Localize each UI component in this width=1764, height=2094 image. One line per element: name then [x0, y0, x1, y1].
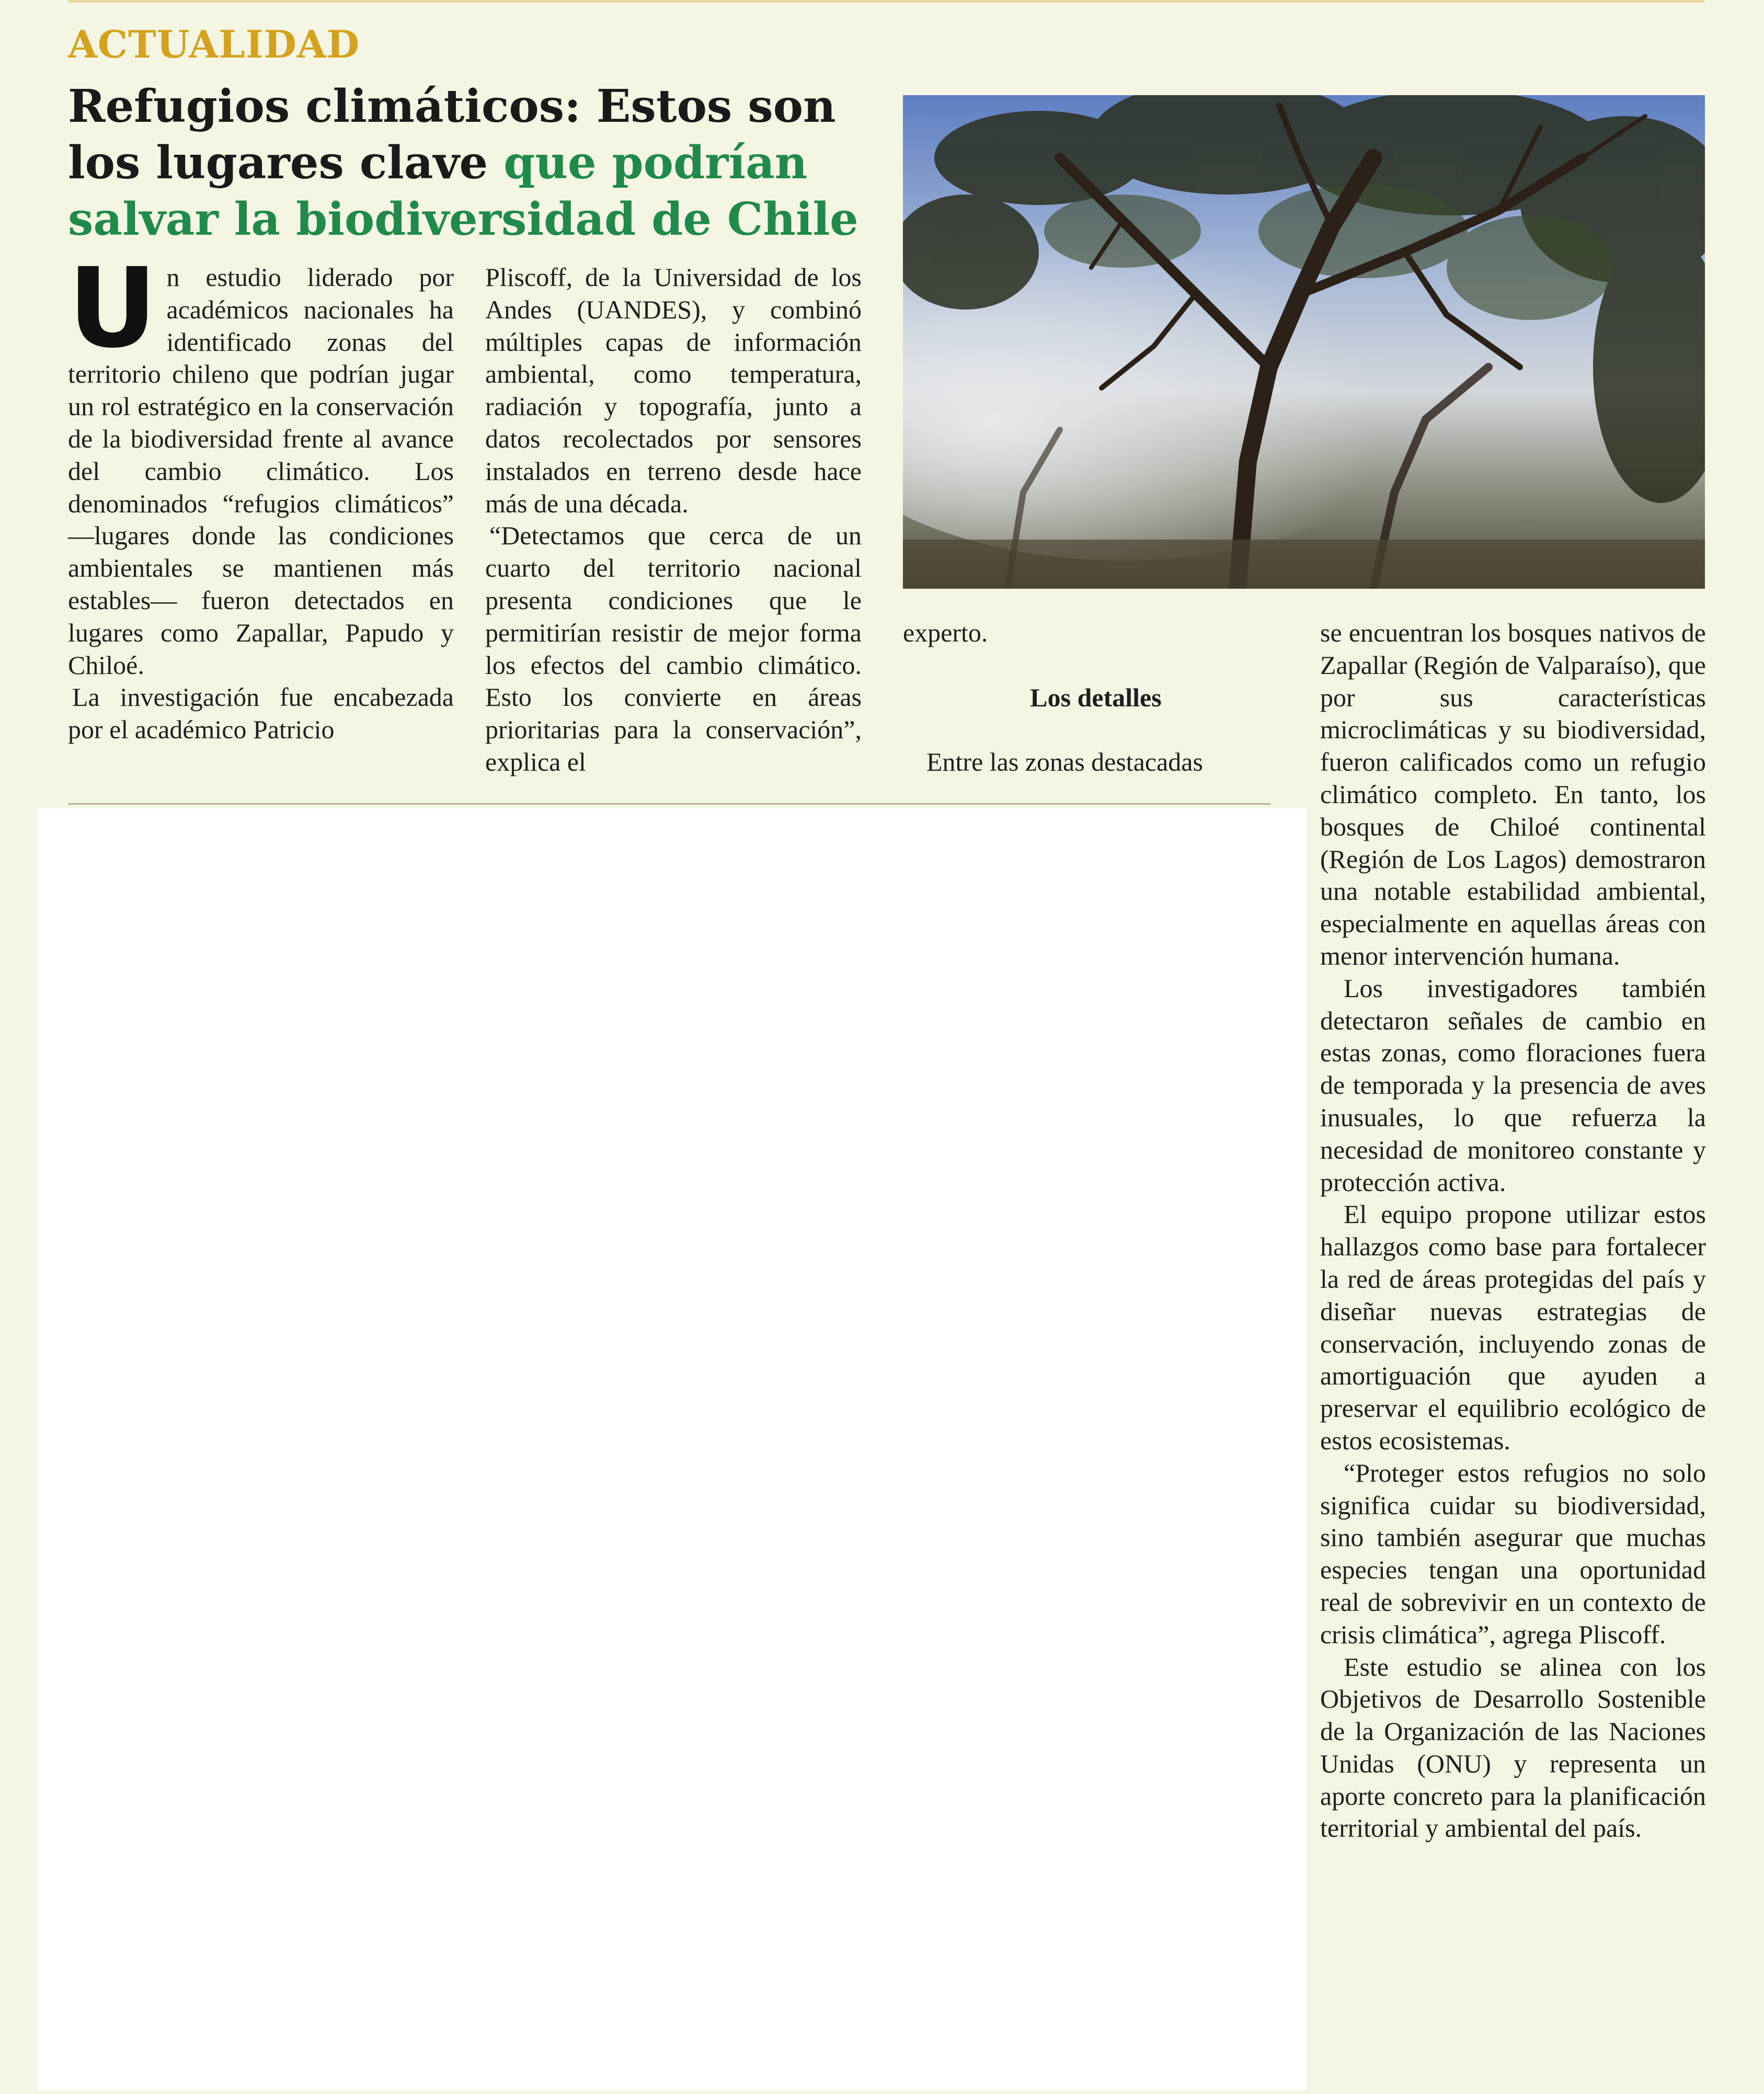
section-label: ACTUALIDAD: [68, 22, 360, 66]
paragraph: n estudio liderado por académicos nacionales ha identificado zonas del territorio chileno que podrían jugar un rol estratégico en la conservación de la biodiversidad frente al avance del cambio climático. Los denominados “refugios climáticos” —lugares donde las condiciones ambientales se mantienen más estables— fueron detectados en lugares como Zapallar, Papudo y Chiloé.: [68, 262, 454, 680]
paragraph: “Proteger estos refugios no solo significa cuidar su biodiversidad, sino también asegurar que muchas especies tengan una oportunidad real de sobrevivir en un contexto de crisis climática”, agrega Pliscoff.: [1320, 1458, 1706, 1649]
article-column-2: [485, 261, 862, 779]
article-divider: [68, 803, 1270, 805]
paragraph: Los investigadores también detectaron señales de cambio en estas zonas, como floraciones fuera de temporada y la presencia de aves inusuales, lo que refuerza la necesidad de monitoreo constante y protección activa.: [1320, 973, 1706, 1197]
paragraph: Entre las zonas destacadas: [926, 747, 1203, 777]
spacer: [903, 649, 1289, 682]
paragraph: El equipo propone utilizar estos hallazgos como base para fortalecer la red de áreas protegidas del país y diseñar nuevas estrategias de conservación, incluyendo zonas de amortiguación que ayuden a preservar el equilibrio ecológico de estos ecosistemas.: [1320, 1199, 1706, 1455]
article-column-4: [1320, 617, 1706, 1845]
paragraph: experto.: [903, 618, 988, 647]
paragraph: Pliscoff, de la Universidad de los Andes (UANDES), y combinó múltiples capas de información ambiental, como temperatura, radiación y topografía, junto a datos recolectados por sensores instalados en terreno desde hace más de una década.: [485, 262, 862, 518]
headline-part2: que podrían salvar la biodiversidad de Chile: [68, 136, 858, 246]
paragraph: se encuentran los bosques nativos de Zapallar (Región de Valparaíso), que por sus características microclimáticas y su biodiversidad, fueron calificados como un refugio climático completo. En tanto, los bosques de Chiloé continental (Región de Los Lagos) demostraron una notable estabilidad ambiental, especialmente en aquellas áreas con menor intervención humana.: [1320, 618, 1706, 970]
article-headline: [68, 78, 884, 248]
paragraph: La investigación fue encabezada por el académico Patricio: [68, 682, 454, 745]
drop-cap: U: [68, 244, 157, 372]
top-rule: [68, 0, 1704, 3]
article-column-1: [68, 244, 454, 746]
forest-photo: [903, 95, 1705, 589]
headline-part1: Refugios climáticos: Estos son los lugares clave: [68, 80, 836, 189]
article-column-3: [903, 617, 1289, 779]
blank-area: [38, 808, 1307, 2090]
paragraph: Este estudio se alinea con los Objetivos de Desarrollo Sostenible de la Organización de las Naciones Unidas (ONU) y representa un aporte concreto para la planificación territorial y ambiental del país.: [1320, 1652, 1706, 1843]
forest-photo-illustration: [903, 95, 1705, 589]
subheading-los-detalles: Los detalles: [1030, 682, 1162, 712]
paragraph: “Detectamos que cerca de un cuarto del territorio nacional presenta condiciones que le permitirían resistir de mejor forma los efectos del cambio climático. Esto los convierte en áreas prioritarias para la conservación”, explica el: [485, 521, 862, 776]
